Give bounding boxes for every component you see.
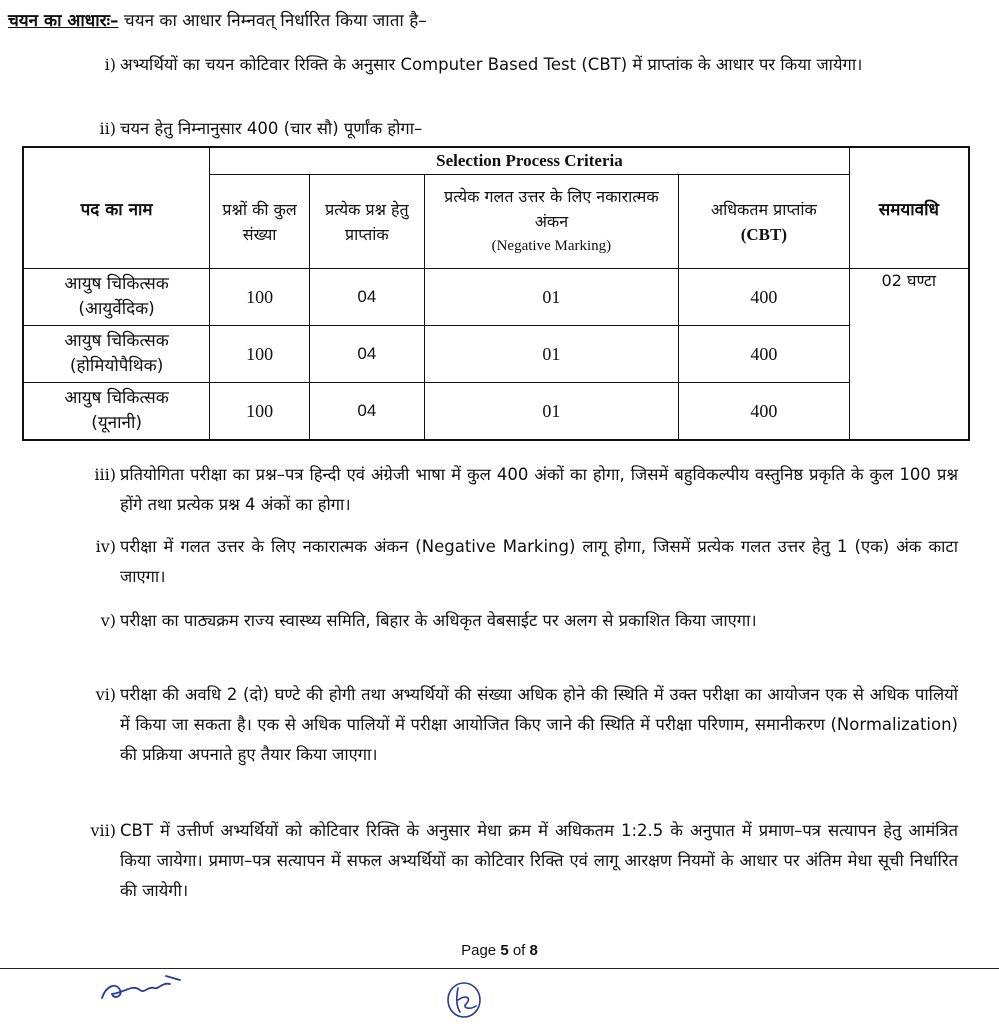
page-prefix: Page	[461, 942, 497, 959]
questions-cell: 100	[210, 383, 310, 441]
post-name-cell	[23, 326, 210, 383]
negative-marking-cell: 01	[424, 269, 678, 326]
post-name: आयुष चिकित्सक	[64, 274, 169, 294]
negative-marking-cell: 01	[424, 326, 678, 383]
marks-per-question-cell: 04	[309, 326, 424, 383]
clause-v	[100, 606, 958, 636]
clause-number: v)	[100, 611, 116, 630]
header-max-marks	[679, 175, 850, 269]
signature-mark-left	[96, 968, 196, 1008]
clause-iii	[94, 460, 958, 520]
clause-number: iii)	[94, 465, 116, 484]
max-marks-cell: 400	[679, 269, 850, 326]
post-name-cell	[23, 269, 210, 326]
max-marks-cell: 400	[679, 383, 850, 441]
post-specialty: (यूनानी)	[91, 413, 142, 433]
post-specialty: (होमियोपैथिक)	[69, 356, 164, 376]
clause-text: परीक्षा की अवधि 2 (दो) घण्टे की होगी तथा अभ्यर्थियों की संख्या अधिक होने की स्थिति में उक्त परीक्षा का आयोजन एक से अधिक पालियों में किया जा सकता है। एक से अधिक पालियों में परीक्षा आयोजित किए जाने की स्थिति में परीक्षा परिणाम, समानीकरण (Normalization) की प्रक्रिया अपनाते हुए तैयार किया जाएगा।	[120, 685, 958, 764]
header-selection-criteria: Selection Process Criteria	[210, 147, 849, 175]
page-total: 8	[529, 942, 538, 959]
clause-ii	[99, 114, 958, 144]
header-duration: समयावधि	[849, 147, 969, 269]
selection-basis-heading	[8, 8, 427, 31]
clause-number: iv)	[95, 537, 116, 556]
post-name-cell	[23, 383, 210, 441]
clause-text: चयन हेतु निम्नानुसार 400 (चार सौ) पूर्णांक होगा–	[120, 119, 423, 138]
clause-text: परीक्षा का पाठ्यक्रम राज्य स्वास्थ्य समिति, बिहार के अधिकृत वेबसाईट पर अलग से प्रकाशित किया जाएगा।	[120, 611, 757, 630]
header-negative-hi: प्रत्येक गलत उत्तर के लिए नकारात्मक अंकन	[444, 187, 659, 231]
clause-text: प्रतियोगिता परीक्षा का प्रश्न–पत्र हिन्दी एवं अंग्रेजी भाषा में कुल 400 अंकों का होगा, जिसमें बहुविकल्पीय वस्तुनिष्ठ प्रकृति के कुल 100 प्रश्न होंगे तथा प्रत्येक प्रश्न 4 अंकों का होगा।	[120, 465, 958, 514]
clause-text: परीक्षा में गलत उत्तर के लिए नकारात्मक अंकन (Negative Marking) लागू होगा, जिसमें प्रत्येक गलत उत्तर हेतु 1 (एक) अंक काटा जाएगा।	[120, 537, 958, 586]
post-name: आयुष चिकित्सक	[64, 331, 169, 351]
clause-i	[104, 50, 958, 80]
max-marks-cell: 400	[679, 326, 850, 383]
clause-text: अभ्यर्थियों का चयन कोटिवार रिक्ति के अनुसार Computer Based Test (CBT) में प्राप्तांक के आधार पर किया जायेगा।	[120, 55, 863, 74]
clause-vi	[95, 680, 958, 770]
clause-vii	[90, 816, 958, 906]
page-current: 5	[500, 942, 509, 959]
header-max-hi: अधिकतम प्राप्तांक	[710, 199, 817, 219]
clause-text: CBT में उत्तीर्ण अभ्यर्थियों को कोटिवार रिक्ति के अनुसार मेधा क्रम में अधिकतम 1:2.5 के अनुपात में प्रमाण–पत्र सत्यापन हेतु आमंत्रित किया जायेगा। प्रमाण–पत्र सत्यापन में सफल अभ्यर्थियों का कोटिवार रिक्ति एवं लागू आरक्षण नियमों के आधार पर अंतिम मेधा सूची निर्धारित की जायेगी।	[120, 821, 958, 900]
header-post-name: पद का नाम	[23, 147, 210, 269]
questions-cell: 100	[210, 326, 310, 383]
header-negative-en: (Negative Marking)	[491, 238, 612, 254]
clause-iv	[95, 532, 958, 592]
header-marks-per-question: प्रत्येक प्रश्न हेतु प्राप्तांक	[309, 175, 424, 269]
marks-per-question-cell: 04	[309, 383, 424, 441]
heading-text: चयन का आधार निम्नवत् निर्धारित किया जाता है–	[123, 11, 427, 31]
header-max-en: (CBT)	[740, 224, 787, 244]
table-row	[23, 326, 969, 383]
post-name: आयुष चिकित्सक	[64, 388, 169, 408]
heading-label: चयन का आधारः–	[8, 11, 119, 31]
questions-cell: 100	[210, 269, 310, 326]
clause-number: vii)	[90, 821, 116, 840]
marks-per-question-cell: 04	[309, 269, 424, 326]
post-specialty: (आयुर्वेदिक)	[78, 299, 155, 319]
negative-marking-cell: 01	[424, 383, 678, 441]
page-of: of	[512, 942, 526, 959]
duration-cell: 02 घण्टा	[849, 269, 969, 441]
initial-mark-center	[440, 976, 490, 1024]
clause-number: vi)	[95, 685, 116, 704]
header-total-questions: प्रश्नों की कुल संख्या	[210, 175, 310, 269]
table-row	[23, 383, 969, 441]
clause-number: ii)	[99, 119, 116, 138]
clause-number: i)	[104, 55, 116, 74]
header-negative-marking	[424, 175, 678, 269]
table-row	[23, 269, 969, 326]
page-number	[0, 942, 999, 959]
selection-criteria-table	[22, 146, 970, 441]
